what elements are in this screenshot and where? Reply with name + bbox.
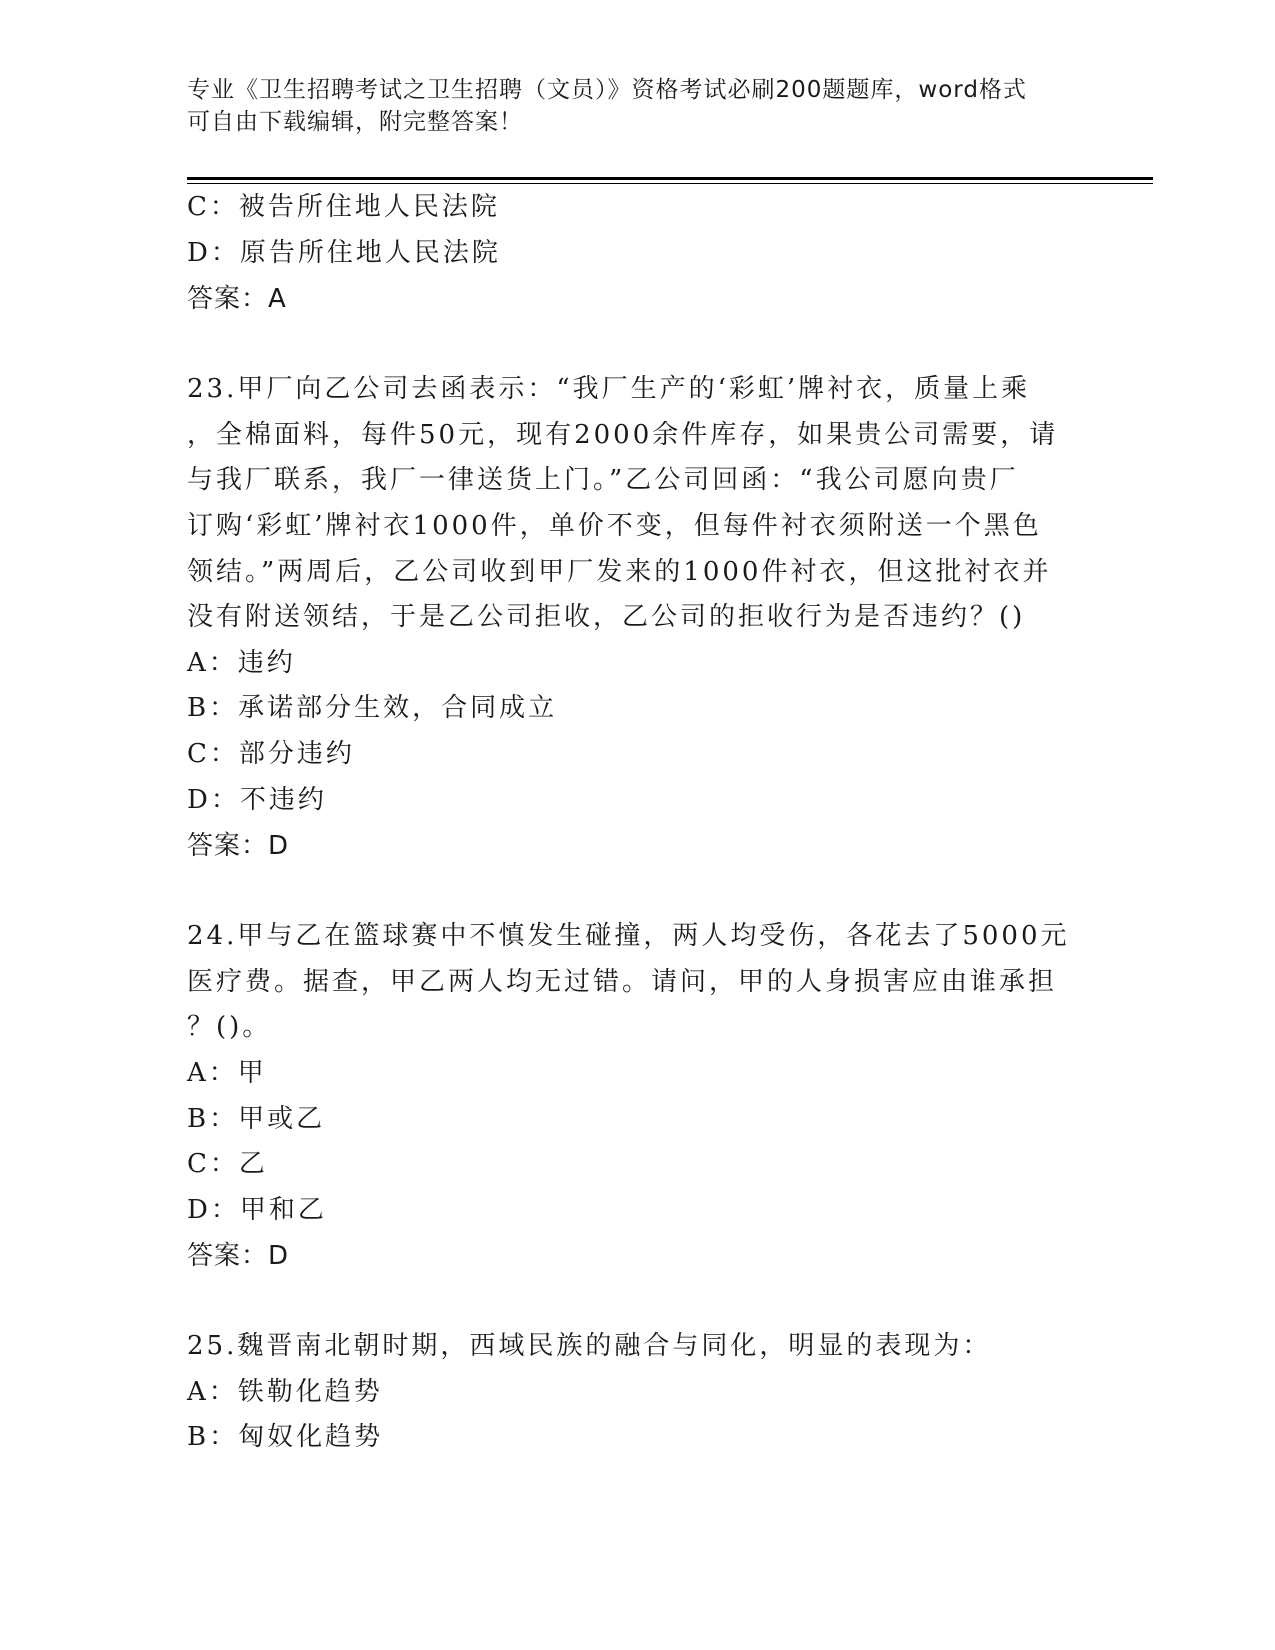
question-text-line: 医疗费。据查，甲乙两人均无过错。请问，甲的人身损害应由谁承担 [187,966,1058,997]
option-c: C：部分违约 [187,738,355,769]
header-line-1: 专业《卫生招聘考试之卫生招聘（文员）》资格考试必刷200题题库，word格式 [187,77,1027,103]
question-24 [187,914,1087,1279]
question-text-line: 23.甲厂向乙公司去函表示：“我厂生产的‘彩虹’牌衬衣，质量上乘 [187,374,1031,405]
question-text-line: ，全棉面料，每件50元，现有2000余件库存，如果贵公司需要，请 [187,419,1059,450]
question-25 [187,1324,1087,1461]
option-b: B：承诺部分生效，合同成立 [187,693,558,724]
question-text-line: 领结。”两周后，乙公司收到甲厂发来的1000件衬衣，但这批衬衣并 [187,556,1052,587]
answer-line: 答案：A [187,284,287,315]
header-rule-thin [187,183,1153,184]
option-a: A：甲 [187,1057,267,1088]
answer-line: 答案：D [187,1241,290,1272]
question-text-line: 24.甲与乙在篮球赛中不慎发生碰撞，两人均受伤，各花去了5000元 [187,921,1070,952]
answer-line: 答案：D [187,831,290,862]
option-d: D：不违约 [187,784,327,815]
document-body [187,185,1087,1461]
option-c: C：乙 [187,1149,268,1180]
question-text-line: ？()。 [187,1012,272,1043]
header-rule-thick [187,177,1153,180]
option-a: A：铁勒化趋势 [187,1376,383,1407]
option-b: B：匈奴化趋势 [187,1422,384,1453]
question-text-line: 没有附送领结，于是乙公司拒收，乙公司的拒收行为是否违约？() [187,602,1026,633]
question-text-line: 订购‘彩虹’牌衬衣1000件，单价不变，但每件衬衣须附送一个黑色 [187,510,1042,541]
question-text-line: 与我厂联系，我厂一律送货上门。”乙公司回函：“我公司愿向贵厂 [187,465,1019,496]
question-text-line: 25.魏晋南北朝时期，西域民族的融合与同化，明显的表现为： [187,1331,992,1362]
option-c: C：被告所住地人民法院 [187,192,500,222]
question-23 [187,367,1087,869]
header-line-2: 可自由下载编辑，附完整答案！ [187,109,523,135]
option-d: D：原告所住地人民法院 [187,237,501,268]
option-a: A：违约 [187,647,296,678]
document-header [187,74,1087,138]
option-d: D：甲和乙 [187,1194,327,1225]
question-22-tail [187,185,1087,322]
option-b: B：甲或乙 [187,1103,326,1134]
